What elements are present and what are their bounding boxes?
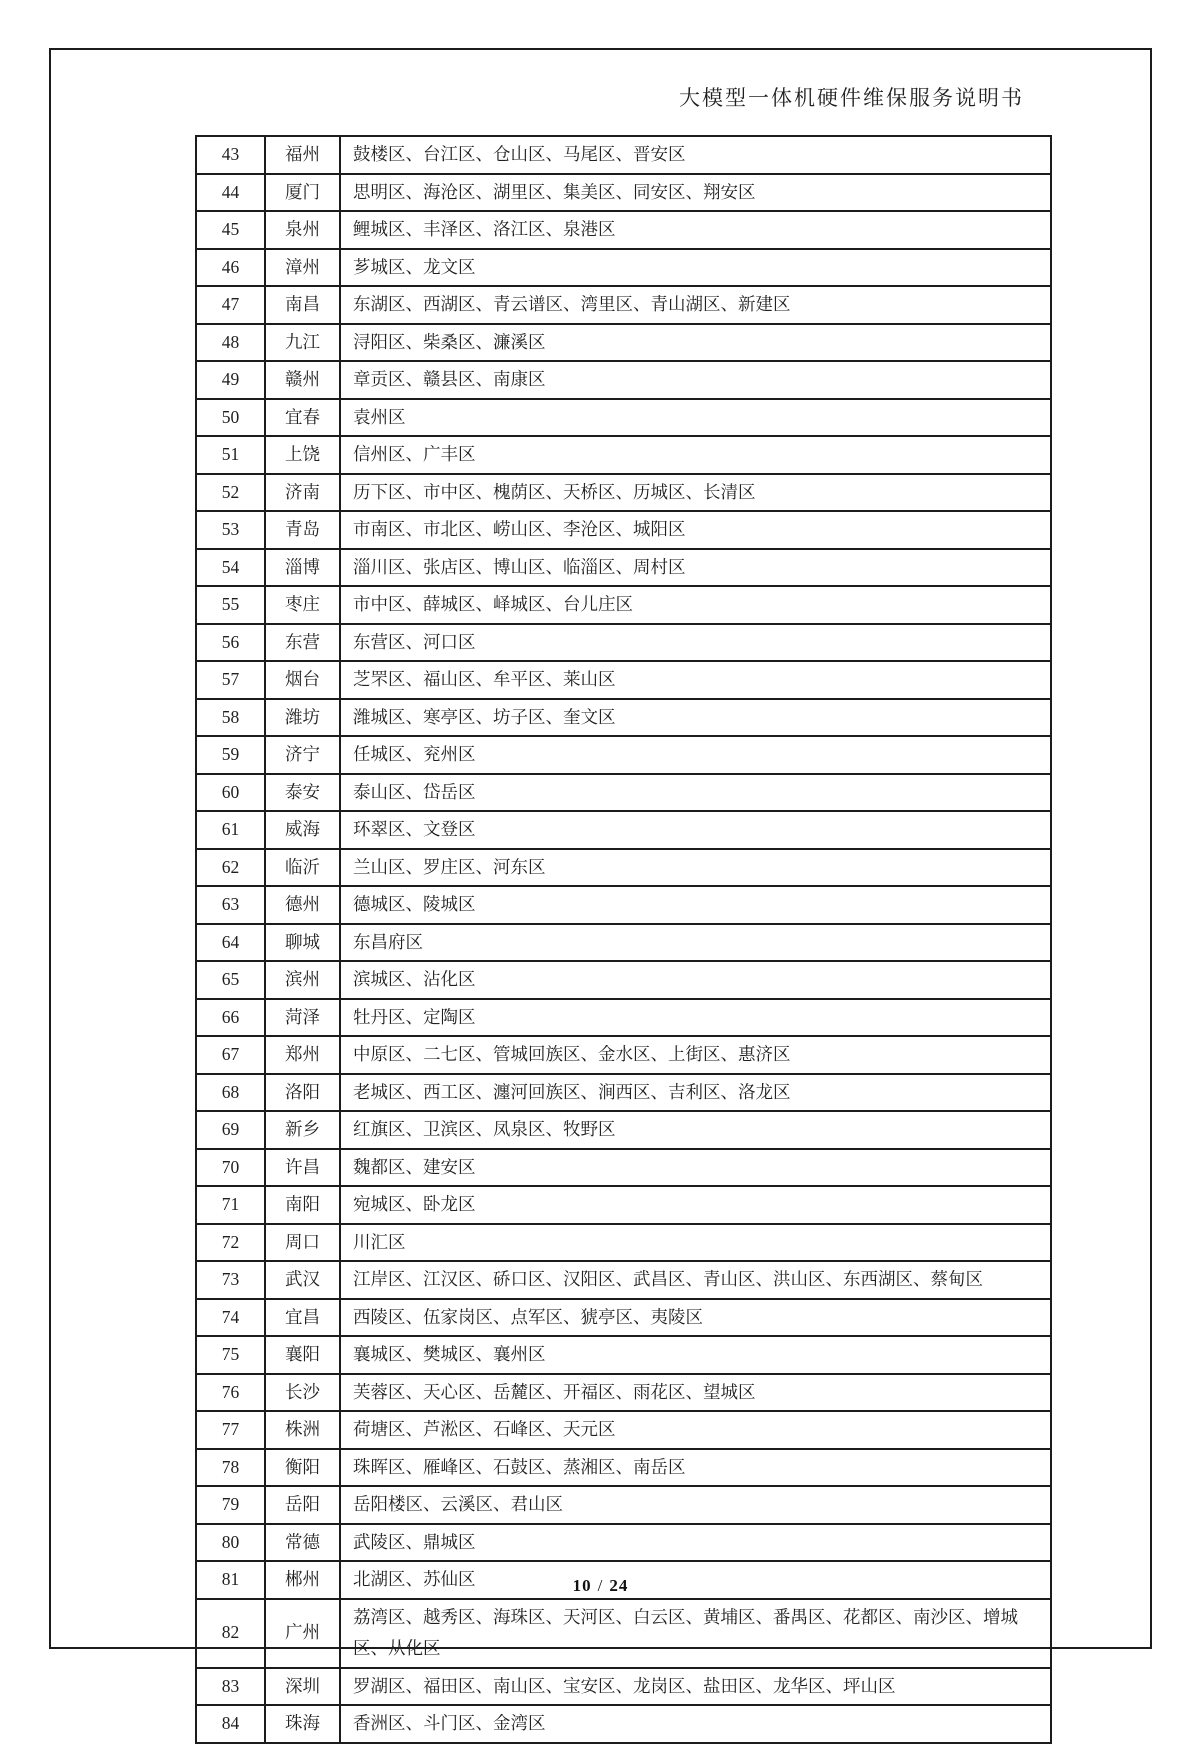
row-number-cell: 65 (196, 961, 265, 999)
city-cell: 常德 (265, 1524, 340, 1562)
table-row (196, 736, 1051, 774)
districts-cell: 牡丹区、定陶区 (340, 999, 1051, 1037)
row-number-cell: 52 (196, 474, 265, 512)
service-area-table (195, 135, 1052, 1744)
districts-cell: 思明区、海沧区、湖里区、集美区、同安区、翔安区 (340, 174, 1051, 212)
city-cell: 珠海 (265, 1705, 340, 1743)
row-number-cell: 79 (196, 1486, 265, 1524)
row-number-cell: 58 (196, 699, 265, 737)
districts-cell: 珠晖区、雁峰区、石鼓区、蒸湘区、南岳区 (340, 1449, 1051, 1487)
row-number-cell: 45 (196, 211, 265, 249)
districts-cell: 荷塘区、芦淞区、石峰区、天元区 (340, 1411, 1051, 1449)
city-cell: 济宁 (265, 736, 340, 774)
districts-cell: 泰山区、岱岳区 (340, 774, 1051, 812)
city-cell: 临沂 (265, 849, 340, 887)
table-row (196, 436, 1051, 474)
table-row (196, 1486, 1051, 1524)
districts-cell: 北湖区、苏仙区 (340, 1561, 1051, 1599)
row-number-cell: 54 (196, 549, 265, 587)
city-cell: 郴州 (265, 1561, 340, 1599)
districts-cell: 兰山区、罗庄区、河东区 (340, 849, 1051, 887)
table-row (196, 1299, 1051, 1337)
districts-cell: 德城区、陵城区 (340, 886, 1051, 924)
row-number-cell: 74 (196, 1299, 265, 1337)
row-number-cell: 44 (196, 174, 265, 212)
city-cell: 周口 (265, 1224, 340, 1262)
city-cell: 岳阳 (265, 1486, 340, 1524)
row-number-cell: 71 (196, 1186, 265, 1224)
city-cell: 聊城 (265, 924, 340, 962)
city-cell: 淄博 (265, 549, 340, 587)
page-number-total: 24 (609, 1576, 629, 1595)
table-row (196, 399, 1051, 437)
districts-cell: 老城区、西工区、瀍河回族区、涧西区、吉利区、洛龙区 (340, 1074, 1051, 1112)
districts-cell: 信州区、广丰区 (340, 436, 1051, 474)
table-row (196, 249, 1051, 287)
city-cell: 滨州 (265, 961, 340, 999)
city-cell: 青岛 (265, 511, 340, 549)
city-cell: 济南 (265, 474, 340, 512)
row-number-cell: 48 (196, 324, 265, 362)
districts-cell: 东营区、河口区 (340, 624, 1051, 662)
districts-cell: 芝罘区、福山区、牟平区、莱山区 (340, 661, 1051, 699)
districts-cell: 浔阳区、柴桑区、濂溪区 (340, 324, 1051, 362)
city-cell: 郑州 (265, 1036, 340, 1074)
table-row (196, 1411, 1051, 1449)
city-cell: 枣庄 (265, 586, 340, 624)
table-row (196, 1074, 1051, 1112)
districts-cell: 历下区、市中区、槐荫区、天桥区、历城区、长清区 (340, 474, 1051, 512)
table-body (196, 136, 1051, 1743)
districts-cell: 香洲区、斗门区、金湾区 (340, 1705, 1051, 1743)
districts-cell: 章贡区、赣县区、南康区 (340, 361, 1051, 399)
row-number-cell: 64 (196, 924, 265, 962)
city-cell: 漳州 (265, 249, 340, 287)
districts-cell: 鼓楼区、台江区、仓山区、马尾区、晋安区 (340, 136, 1051, 174)
table-row (196, 1374, 1051, 1412)
table-row (196, 136, 1051, 174)
districts-cell: 东昌府区 (340, 924, 1051, 962)
city-cell: 菏泽 (265, 999, 340, 1037)
page-number-current: 10 (572, 1576, 592, 1595)
city-cell: 潍坊 (265, 699, 340, 737)
city-cell: 厦门 (265, 174, 340, 212)
city-cell: 南昌 (265, 286, 340, 324)
table-row (196, 1224, 1051, 1262)
city-cell: 赣州 (265, 361, 340, 399)
table-row (196, 961, 1051, 999)
row-number-cell: 77 (196, 1411, 265, 1449)
districts-cell: 芙蓉区、天心区、岳麓区、开福区、雨花区、望城区 (340, 1374, 1051, 1412)
districts-cell: 魏都区、建安区 (340, 1149, 1051, 1187)
row-number-cell: 57 (196, 661, 265, 699)
districts-cell: 川汇区 (340, 1224, 1051, 1262)
table-row (196, 361, 1051, 399)
city-cell: 上饶 (265, 436, 340, 474)
table-row (196, 1336, 1051, 1374)
document-header-title: 大模型一体机硬件维保服务说明书 (679, 86, 1024, 110)
row-number-cell: 56 (196, 624, 265, 662)
row-number-cell: 53 (196, 511, 265, 549)
districts-cell: 武陵区、鼎城区 (340, 1524, 1051, 1562)
table-row (196, 1111, 1051, 1149)
districts-cell: 市南区、市北区、崂山区、李沧区、城阳区 (340, 511, 1051, 549)
page-frame (49, 48, 1152, 1733)
row-number-cell: 55 (196, 586, 265, 624)
table-row (196, 661, 1051, 699)
table-row (196, 549, 1051, 587)
city-cell: 洛阳 (265, 1074, 340, 1112)
districts-cell: 江岸区、江汉区、硚口区、汉阳区、武昌区、青山区、洪山区、东西湖区、蔡甸区 (340, 1261, 1051, 1299)
table-row (196, 886, 1051, 924)
row-number-cell: 51 (196, 436, 265, 474)
city-cell: 泰安 (265, 774, 340, 812)
city-cell: 长沙 (265, 1374, 340, 1412)
row-number-cell: 83 (196, 1668, 265, 1706)
table-row (196, 1668, 1051, 1706)
table-row (196, 774, 1051, 812)
row-number-cell: 67 (196, 1036, 265, 1074)
table-row (196, 699, 1051, 737)
city-cell: 福州 (265, 136, 340, 174)
table-row (196, 511, 1051, 549)
table-row (196, 1261, 1051, 1299)
page-number-separator: / (597, 1576, 604, 1595)
city-cell: 衡阳 (265, 1449, 340, 1487)
city-cell: 威海 (265, 811, 340, 849)
districts-cell: 岳阳楼区、云溪区、君山区 (340, 1486, 1051, 1524)
row-number-cell: 61 (196, 811, 265, 849)
row-number-cell: 49 (196, 361, 265, 399)
city-cell: 德州 (265, 886, 340, 924)
city-cell: 许昌 (265, 1149, 340, 1187)
city-cell: 九江 (265, 324, 340, 362)
table-row (196, 286, 1051, 324)
table-row (196, 811, 1051, 849)
row-number-cell: 82 (196, 1599, 265, 1668)
city-cell: 广州 (265, 1599, 340, 1668)
row-number-cell: 78 (196, 1449, 265, 1487)
table-row (196, 211, 1051, 249)
districts-cell: 中原区、二七区、管城回族区、金水区、上街区、惠济区 (340, 1036, 1051, 1074)
table-row (196, 474, 1051, 512)
table-row (196, 1186, 1051, 1224)
districts-cell: 荔湾区、越秀区、海珠区、天河区、白云区、黄埔区、番禺区、花都区、南沙区、增城区、从化区 (340, 1599, 1051, 1668)
table-row (196, 1599, 1051, 1668)
districts-cell: 西陵区、伍家岗区、点军区、猇亭区、夷陵区 (340, 1299, 1051, 1337)
table-row (196, 324, 1051, 362)
row-number-cell: 76 (196, 1374, 265, 1412)
table-row (196, 1524, 1051, 1562)
row-number-cell: 62 (196, 849, 265, 887)
table-row (196, 849, 1051, 887)
districts-cell: 市中区、薛城区、峄城区、台儿庄区 (340, 586, 1051, 624)
row-number-cell: 72 (196, 1224, 265, 1262)
city-cell: 襄阳 (265, 1336, 340, 1374)
row-number-cell: 50 (196, 399, 265, 437)
table-row (196, 586, 1051, 624)
table-row (196, 1036, 1051, 1074)
row-number-cell: 66 (196, 999, 265, 1037)
row-number-cell: 63 (196, 886, 265, 924)
row-number-cell: 84 (196, 1705, 265, 1743)
city-cell: 宜春 (265, 399, 340, 437)
districts-cell: 鲤城区、丰泽区、洛江区、泉港区 (340, 211, 1051, 249)
table-row (196, 1449, 1051, 1487)
city-cell: 宜昌 (265, 1299, 340, 1337)
table-row (196, 624, 1051, 662)
districts-cell: 环翠区、文登区 (340, 811, 1051, 849)
districts-cell: 襄城区、樊城区、襄州区 (340, 1336, 1051, 1374)
row-number-cell: 59 (196, 736, 265, 774)
row-number-cell: 69 (196, 1111, 265, 1149)
row-number-cell: 68 (196, 1074, 265, 1112)
row-number-cell: 73 (196, 1261, 265, 1299)
districts-cell: 任城区、兖州区 (340, 736, 1051, 774)
row-number-cell: 80 (196, 1524, 265, 1562)
row-number-cell: 43 (196, 136, 265, 174)
districts-cell: 罗湖区、福田区、南山区、宝安区、龙岗区、盐田区、龙华区、坪山区 (340, 1668, 1051, 1706)
city-cell: 烟台 (265, 661, 340, 699)
city-cell: 株洲 (265, 1411, 340, 1449)
districts-cell: 潍城区、寒亭区、坊子区、奎文区 (340, 699, 1051, 737)
table-row (196, 1705, 1051, 1743)
table-row (196, 924, 1051, 962)
districts-cell: 芗城区、龙文区 (340, 249, 1051, 287)
row-number-cell: 81 (196, 1561, 265, 1599)
districts-cell: 淄川区、张店区、博山区、临淄区、周村区 (340, 549, 1051, 587)
city-cell: 泉州 (265, 211, 340, 249)
districts-cell: 东湖区、西湖区、青云谱区、湾里区、青山湖区、新建区 (340, 286, 1051, 324)
row-number-cell: 60 (196, 774, 265, 812)
row-number-cell: 75 (196, 1336, 265, 1374)
city-cell: 新乡 (265, 1111, 340, 1149)
table-row (196, 174, 1051, 212)
districts-cell: 宛城区、卧龙区 (340, 1186, 1051, 1224)
row-number-cell: 70 (196, 1149, 265, 1187)
table-row (196, 1149, 1051, 1187)
districts-cell: 袁州区 (340, 399, 1051, 437)
districts-cell: 红旗区、卫滨区、凤泉区、牧野区 (340, 1111, 1051, 1149)
table-row (196, 999, 1051, 1037)
page-number (51, 1576, 1150, 1596)
row-number-cell: 47 (196, 286, 265, 324)
city-cell: 南阳 (265, 1186, 340, 1224)
row-number-cell: 46 (196, 249, 265, 287)
city-cell: 东营 (265, 624, 340, 662)
city-cell: 武汉 (265, 1261, 340, 1299)
city-cell: 深圳 (265, 1668, 340, 1706)
districts-cell: 滨城区、沾化区 (340, 961, 1051, 999)
